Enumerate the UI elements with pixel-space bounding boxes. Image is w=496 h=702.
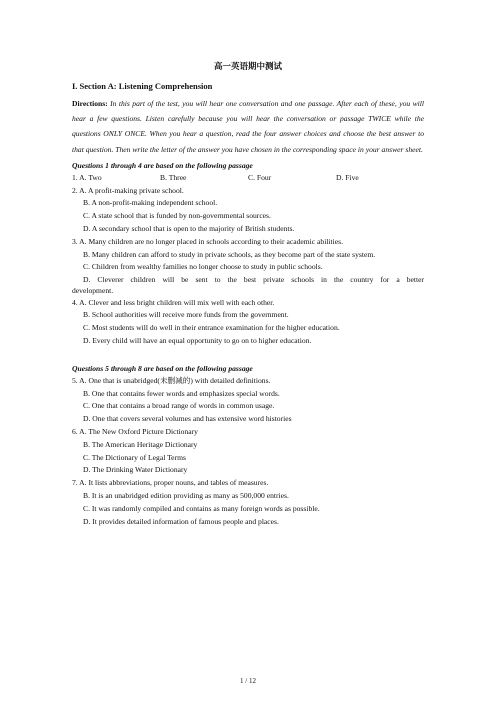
q4-option-d: D. Every child will have an equal opportunity to go on to higher education. [83,335,312,345]
q5-option-d: D. One that covers several volumes and has extensive word histories [83,414,292,424]
q7-option-a: 7. A. It lists abbreviations, proper nouns, and tables of measures. [72,478,269,488]
directions-text: In this part of the test, you will hear one conversation and one passage. After each of these, you will hear a few questions. Listen carefully because you will hear the conversation or passage TWICE while the questions ONLY ONCE. When you hear a question, read the four answer choices and choose the best answer to that question. Then write the letter of the answer you have chosen in the corresponding space in your answer sheet. [72,99,424,154]
directions-paragraph [72,96,424,157]
page-number: 1 / 12 [240,677,256,685]
q6-option-b: B. The American Heritage Dictionary [83,439,198,449]
q1-option-b: B. Three [160,172,187,182]
section-heading: I. Section A: Listening Comprehension [72,81,213,91]
q3-option-d: D. Cleverer children will be sent to the best private schools in the country for a better development. [72,275,424,296]
q7-option-d: D. It provides detailed information of famous people and places. [83,516,279,526]
q4-option-c: C. Most students will do well in their entrance examination for the higher education. [83,323,340,333]
group2-heading: Questions 5 through 8 are based on the following passage [72,363,253,373]
q3-option-c: C. Children from wealthy families no longer choose to study in public schools. [83,262,323,272]
spacer [72,348,424,362]
q1-option-d: D. Five [336,172,359,182]
q5-option-a: 5. A. One that is unabridged(未删减的) with detailed definitions. [72,375,271,385]
q1-option-c: C. Four [248,172,272,182]
q6-option-a: 6. A. The New Oxford Picture Dictionary [72,426,198,436]
document-page [72,60,424,528]
q4-option-a: 4. A. Clever and less bright children will mix well with each other. [72,297,275,307]
q7-option-c: C. It was randomly compiled and contains as many foreign words as possible. [83,503,320,513]
document-title: 高一英语期中测试 [213,61,282,71]
q2-option-c: C. A state school that is funded by non-governmental sources. [83,211,271,221]
q6-option-c: C. The Dictionary of Legal Terms [83,452,186,462]
q6-option-d: D. The Drinking Water Dictionary [83,465,188,475]
q7-option-b: B. It is an unabridged edition providing as many as 500,000 entries. [83,490,289,500]
q4-option-b: B. School authorities will receive more funds from the government. [83,310,289,320]
q2-option-a: 2. A. A profit-making private school. [72,185,184,195]
q2-option-d: D. A secondary school that is open to the majority of British students. [83,224,295,233]
q2-option-b: B. A non-profit-making independent school. [83,198,218,208]
q5-option-c: C. One that contains a broad range of words in common usage. [83,401,275,411]
q5-option-b: B. One that contains fewer words and emphasizes special words. [83,388,280,398]
q3-option-b: B. Many children can afford to study in private schools, as they become part of the state system. [83,249,376,259]
directions-label: Directions: [72,99,108,108]
q1-option-a: 1. A. Two [72,172,102,182]
question-1 [72,172,424,185]
group1-heading: Questions 1 through 4 are based on the following passage [72,160,253,170]
q3-option-a: 3. A. Many children are no longer placed in schools according to their academic abilities. [72,236,343,246]
